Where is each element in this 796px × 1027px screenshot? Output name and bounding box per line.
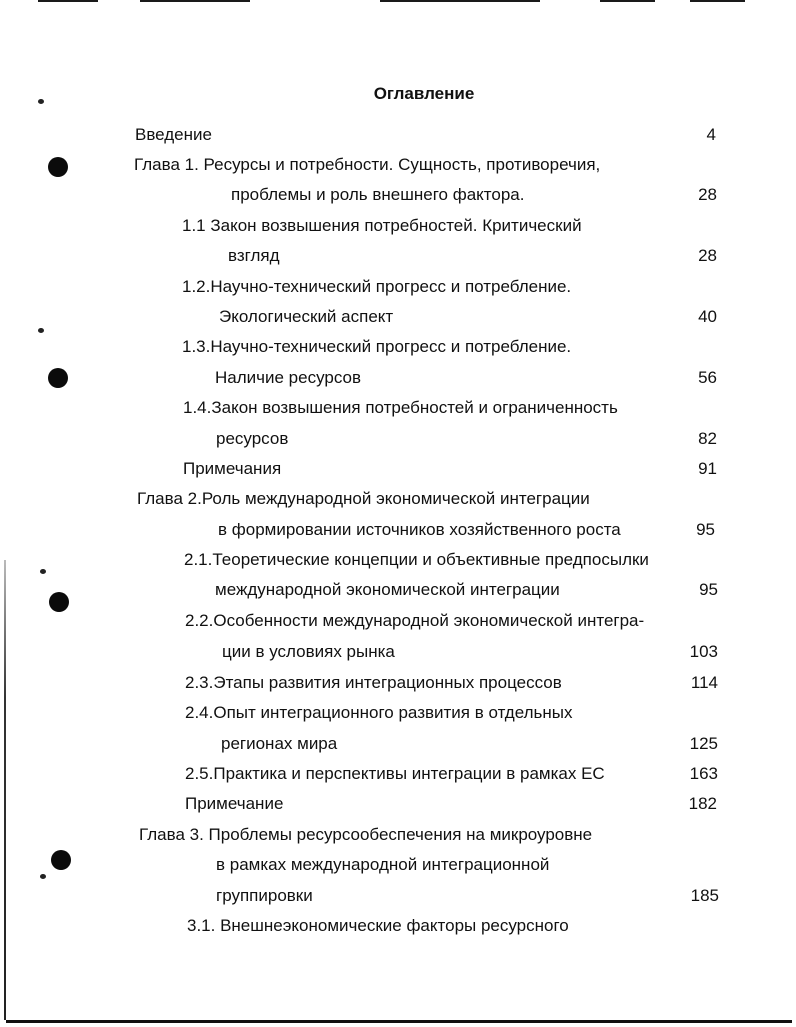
scan-speck — [38, 328, 44, 333]
toc-title: Оглавление — [373, 84, 475, 103]
toc-page-number: 163 — [689, 764, 718, 783]
scan-speck — [40, 874, 46, 879]
toc-entry-chapter-3: Глава 3. Проблемы ресурсообеспечения на микроуровне — [139, 825, 593, 844]
toc-page-number: 91 — [698, 459, 717, 478]
toc-entry-chapter-3-cont2: группировки — [216, 886, 313, 905]
toc-entry-2-1-cont: международной экономической интеграции — [215, 580, 560, 599]
punch-hole — [51, 850, 71, 870]
toc-entry-notes-1: Примечания — [183, 459, 282, 478]
toc-entry-1-3-cont: Наличие ресурсов — [215, 368, 362, 387]
toc-entry-chapter-1-cont: проблемы и роль внешнего фактора. — [231, 185, 525, 204]
scan-artifact-line — [140, 0, 250, 2]
toc-entry-2-2-cont: ции в условиях рынка — [222, 642, 395, 661]
toc-entry-1-1: 1.1 Закон возвышения потребностей. Критический — [182, 216, 582, 235]
toc-entry-chapter-2: Глава 2.Роль международной экономической интеграции — [137, 489, 590, 508]
toc-page-number: 82 — [698, 429, 717, 448]
toc-entry-chapter-1: Глава 1. Ресурсы и потребности. Сущность, противоречия, — [134, 155, 601, 174]
toc-entry-1-2: 1.2.Научно-технический прогресс и потребление. — [182, 277, 572, 296]
toc-entry-2-4: 2.4.Опыт интеграционного развития в отдельных — [185, 703, 573, 722]
toc-entry-1-4-cont: ресурсов — [216, 429, 289, 448]
toc-page-number: 28 — [698, 185, 717, 204]
toc-page-number: 95 — [696, 520, 715, 539]
toc-entry-2-5: 2.5.Практика и перспективы интеграции в рамках ЕС — [185, 764, 605, 783]
scan-artifact-line — [380, 0, 540, 2]
toc-page-number: 28 — [698, 246, 717, 265]
toc-page-number: 40 — [698, 307, 717, 326]
toc-page-number: 125 — [689, 734, 718, 753]
punch-hole — [48, 368, 68, 388]
punch-hole — [49, 592, 69, 612]
toc-entry-2-2: 2.2.Особенности международной экономической интегра- — [185, 611, 645, 630]
scan-artifact-line — [600, 0, 655, 2]
scan-artifact-line — [38, 0, 98, 2]
scan-edge — [6, 1020, 792, 1023]
toc-page-number: 185 — [690, 886, 719, 905]
toc-page-number: 182 — [688, 794, 717, 813]
toc-entry-intro: Введение — [135, 125, 212, 144]
toc-entry-notes-2: Примечание — [185, 794, 284, 813]
scan-speck — [40, 569, 46, 574]
toc-page-number: 103 — [689, 642, 718, 661]
punch-hole — [48, 157, 68, 177]
toc-entry-1-3: 1.3.Научно-технический прогресс и потребление. — [182, 337, 572, 356]
toc-entry-1-2-cont: Экологический аспект — [219, 307, 394, 326]
scan-artifact-line — [690, 0, 745, 2]
toc-page-number: 95 — [699, 580, 718, 599]
toc-page-number: 114 — [690, 673, 718, 692]
toc-entry-2-3: 2.3.Этапы развития интеграционных процессов — [185, 673, 562, 692]
toc-page-number: 56 — [698, 368, 717, 387]
toc-page-number: 4 — [706, 125, 716, 144]
scan-edge — [4, 560, 6, 1020]
toc-entry-1-1-cont: взгляд — [228, 246, 280, 265]
toc-entry-chapter-2-cont: в формировании источников хозяйственного роста — [218, 520, 621, 539]
toc-entry-1-4: 1.4.Закон возвышения потребностей и ограниченность — [183, 398, 618, 417]
toc-entry-2-4-cont: регионах мира — [221, 734, 338, 753]
toc-entry-chapter-3-cont: в рамках международной интеграционной — [216, 855, 550, 874]
toc-entry-3-1: 3.1. Внешнеэкономические факторы ресурсного — [187, 916, 569, 935]
toc-entry-2-1: 2.1.Теоретические концепции и объективные предпосылки — [184, 550, 649, 569]
